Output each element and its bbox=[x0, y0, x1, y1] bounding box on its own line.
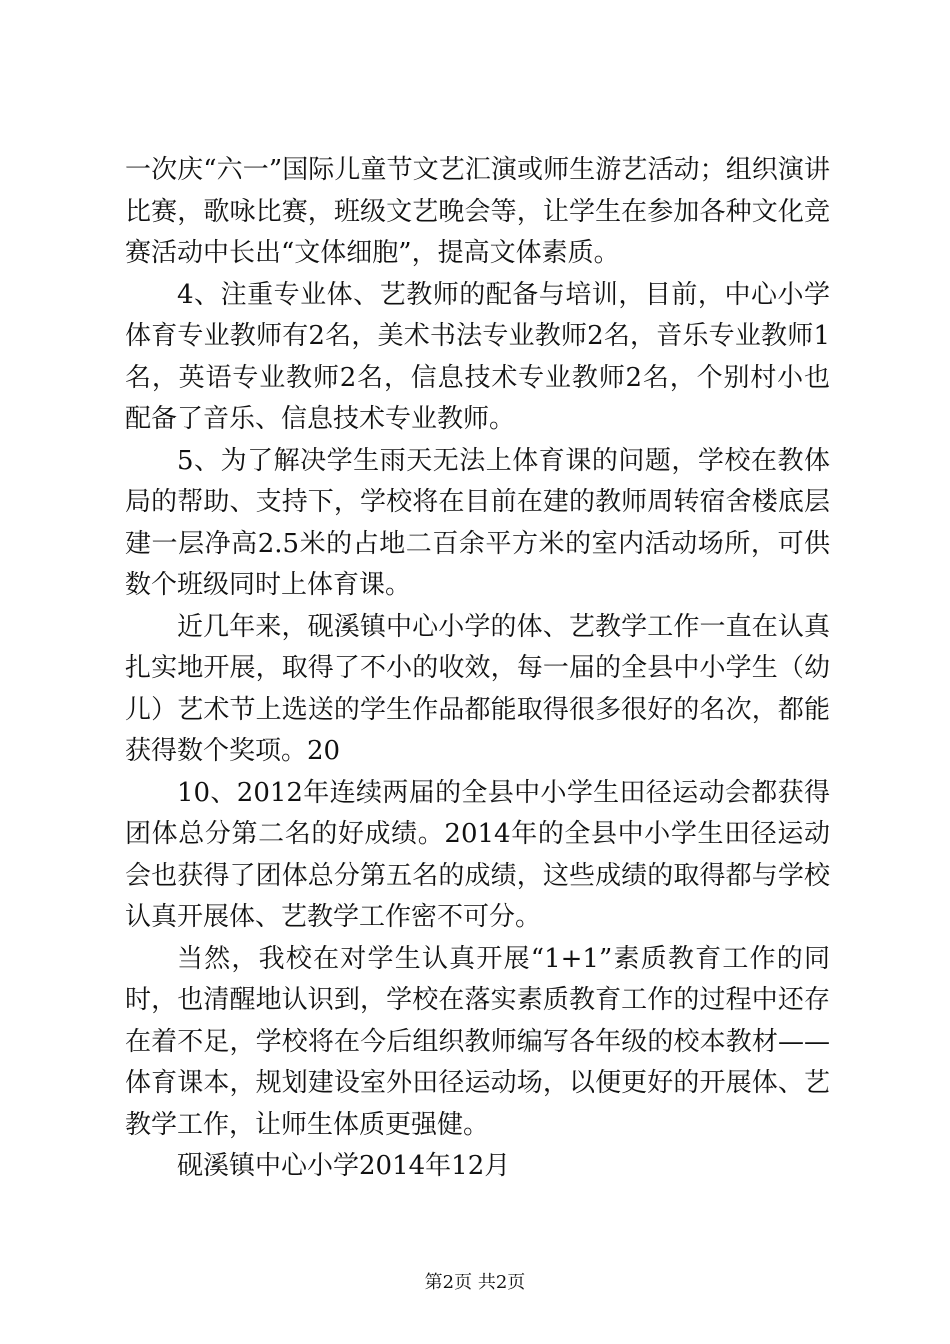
paragraph-indoor-facility: 5、为了解决学生雨天无法上体育课的问题，学校在教体局的帮助、支持下，学校将在目前在建的教师周转宿舍楼底层建一层净高2.5米的占地二百余平方米的室内活动场所，可供数个班级同时上体育课。 bbox=[125, 445, 830, 600]
paragraph-continuation: 一次庆“六一”国际儿童节文艺汇演或师生游艺活动；组织演讲比赛，歌咏比赛，班级文艺晚会等，让学生在参加各种文化竞赛活动中长出“文体细胞”，提高文体素质。 bbox=[125, 155, 830, 268]
signature-date: 砚溪镇中心小学2014年12月 bbox=[177, 1151, 511, 1181]
page-footer: 第2页 共2页 bbox=[424, 1272, 526, 1293]
paragraph-conclusion: 当然，我校在对学生认真开展“1+1”素质教育工作的同时，也清醒地认识到，学校在落实素质教育工作的过程中还存在着不足，学校将在今后组织教师编写各年级的校本教材——体育课本，规划建设室外田径运动场，以便更好的开展体、艺教学工作，让师生体质更强健。 bbox=[125, 943, 830, 1140]
paragraph-sports-results: 10、2012年连续两届的全县中小学生田径运动会都获得团体总分第二名的好成绩。2014年的全县中小学生田径运动会也获得了团体总分第五名的成绩，这些成绩的取得都与学校认真开展体、艺教学工作密不可分。 bbox=[125, 777, 830, 932]
paragraph-achievements: 近几年来，砚溪镇中心小学的体、艺教学工作一直在认真扎实地开展，取得了不小的收效，每一届的全县中小学生（幼儿）艺术节上选送的学生作品都能取得很多很好的名次，都能获得数个奖项。20 bbox=[125, 611, 830, 766]
paragraph-teacher-staffing: 4、注重专业体、艺教师的配备与培训，目前，中心小学体育专业教师有2名，美术书法专业教师2名，音乐专业教师1名，英语专业教师2名，信息技术专业教师2名，个别村小也配备了音乐、信息技术专业教师。 bbox=[125, 279, 830, 434]
document-body bbox=[125, 150, 830, 1188]
